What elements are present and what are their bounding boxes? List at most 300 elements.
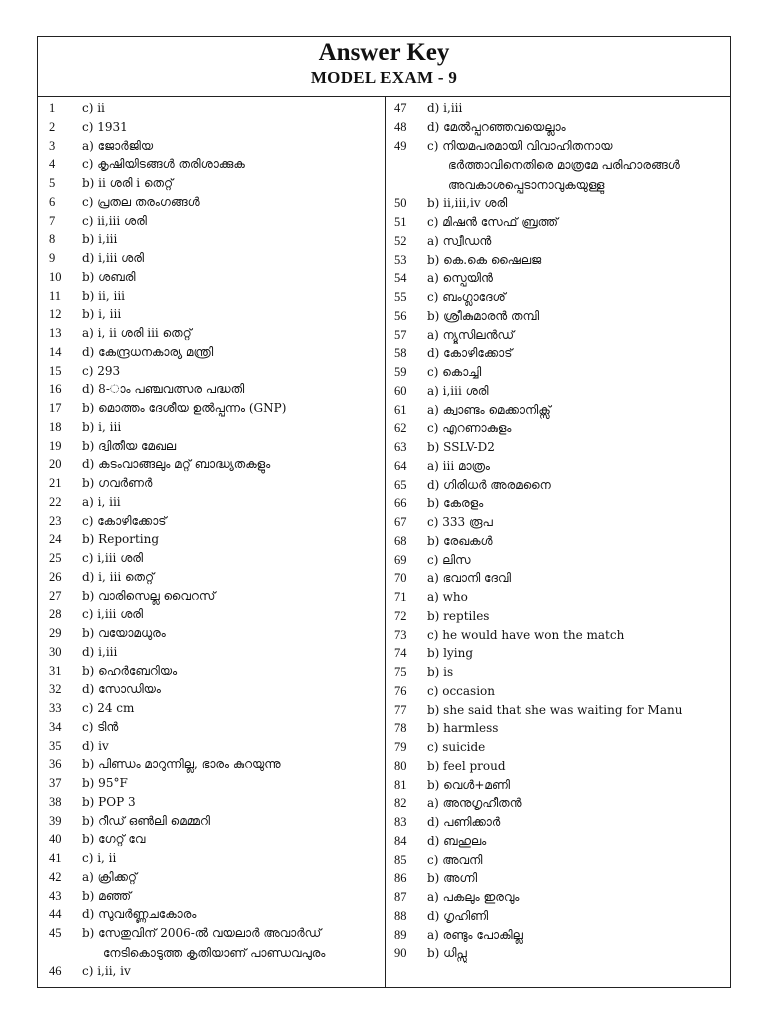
answer-row (38, 643, 385, 662)
answer-row (38, 174, 385, 193)
answer-line: നേടികൊടുത്ത കൃതിയാണ് പാണ്ഡവപുരം (103, 945, 326, 960)
answer-row (387, 944, 730, 963)
answer-text (82, 474, 385, 493)
answer-line: c) he would have won the match (427, 627, 625, 642)
answer-column-right (387, 99, 730, 963)
answer-row (387, 99, 730, 118)
question-number: 86 (394, 871, 407, 886)
answer-line: c) 24 cm (82, 701, 135, 715)
answer-row (38, 587, 385, 606)
question-number: 1 (49, 101, 56, 115)
answer-text (427, 457, 730, 476)
answer-row (387, 326, 730, 345)
question-number: 22 (49, 494, 62, 509)
answer-line: b) രേഖകൾ (427, 533, 493, 548)
question-number: 72 (394, 608, 407, 623)
answer-row (387, 401, 730, 420)
answer-line: b) ഗേറ്റ് വേ (82, 832, 146, 847)
answer-line: c) occasion (427, 683, 495, 698)
answer-row (387, 776, 730, 795)
answer-row (387, 738, 730, 757)
answer-text (82, 305, 385, 324)
question-number: 8 (49, 232, 56, 247)
answer-row (38, 249, 385, 268)
answer-text (82, 962, 385, 981)
answer-text (427, 907, 730, 926)
answer-text (82, 737, 385, 756)
answer-text (82, 380, 385, 399)
answer-line: b) harmless (427, 721, 499, 736)
question-number: 54 (394, 271, 407, 286)
answer-row (387, 569, 730, 588)
answer-row (38, 343, 385, 362)
answer-text (427, 326, 730, 345)
answer-row (38, 212, 385, 231)
question-number: 34 (49, 719, 62, 734)
answer-text (427, 269, 730, 288)
answer-line: c) കൊച്ചി (427, 365, 482, 379)
answer-text (427, 288, 730, 307)
question-number: 85 (394, 852, 407, 867)
question-number: 84 (394, 833, 407, 848)
answer-line: a) ക്വാണ്ടം മെക്കാനിക്സ് (427, 402, 551, 417)
answer-line: b) സേതുവിന് 2006-ൽ വയലാർ അവാർഡ് (82, 926, 322, 940)
answer-text (427, 137, 730, 195)
answer-row (38, 699, 385, 718)
answer-text (427, 869, 730, 888)
answer-line: c) ii (82, 101, 105, 115)
question-number: 52 (394, 233, 407, 248)
answer-row (387, 494, 730, 513)
answer-text (427, 588, 730, 607)
answer-line: d) i,iii (427, 101, 463, 115)
answer-line: അവകാശപ്പെടാനാവുകയുള്ളു (448, 177, 605, 192)
answer-line: ഭർത്താവിനെതിരെ മാത്രമേ പരിഹാരങ്ങൾ (448, 158, 680, 172)
question-number: 63 (394, 440, 407, 454)
answer-text (427, 401, 730, 420)
answer-text (82, 924, 385, 962)
question-number: 24 (49, 532, 62, 547)
answer-row (387, 363, 730, 382)
question-number: 11 (49, 288, 62, 303)
question-number: 55 (394, 290, 407, 304)
answer-row (38, 737, 385, 756)
answer-text (82, 868, 385, 887)
answer-row (387, 682, 730, 701)
answer-line: c) ബംഗ്ലാദേശ് (427, 290, 506, 304)
question-number: 68 (394, 533, 407, 548)
answer-line: d) കടംവാങ്ങലും മറ്റ് ബാദ്ധ്യതകളും (82, 457, 271, 472)
question-number: 70 (394, 571, 407, 586)
question-number: 49 (394, 138, 407, 153)
question-number: 35 (49, 738, 62, 753)
answer-line: c) അവനി (427, 852, 483, 867)
answer-row (38, 305, 385, 324)
answer-line: c) ടിൻ (82, 719, 119, 734)
question-number: 38 (49, 794, 62, 809)
answer-line: a) i, ii ശരി iii തെറ്റ് (82, 326, 192, 340)
answer-line: b) SSLV-D2 (427, 440, 495, 454)
answer-row (38, 455, 385, 474)
answer-row (38, 324, 385, 343)
answer-line: d) പണിക്കാർ (427, 815, 501, 829)
question-number: 10 (49, 269, 62, 284)
answer-text (427, 476, 730, 495)
answer-line: c) കോഴിക്കോട് (82, 513, 167, 528)
answer-text (427, 644, 730, 663)
question-number: 27 (49, 588, 62, 603)
column-divider (385, 97, 386, 987)
answer-text (82, 324, 385, 343)
answer-line: a) പകലും ഇരവും (427, 890, 520, 904)
question-number: 77 (394, 702, 407, 717)
answer-line: c) 293 (82, 363, 121, 378)
answer-row (387, 137, 730, 195)
question-number: 16 (49, 382, 62, 397)
answer-line: a) ന്യൂസിലൻഡ് (427, 327, 515, 342)
question-number: 81 (394, 777, 407, 792)
answer-line: b) is (427, 665, 454, 679)
answer-row (387, 476, 730, 495)
answer-line: a) രണ്ടും പോകില്ല (427, 927, 523, 942)
answer-line: b) വയോമധുരം (82, 626, 166, 640)
answer-row (38, 849, 385, 868)
question-number: 14 (49, 344, 62, 359)
question-number: 31 (49, 663, 62, 678)
answer-line: a) iii മാത്രം (427, 458, 490, 473)
answer-text (82, 905, 385, 924)
answer-text (427, 251, 730, 270)
answer-line: b) ശ്രീകുമാരൻ തമ്പി (427, 308, 540, 323)
answer-row (387, 832, 730, 851)
answer-row (38, 399, 385, 418)
answer-row (387, 644, 730, 663)
question-number: 17 (49, 401, 62, 415)
answer-text (82, 624, 385, 643)
question-number: 76 (394, 683, 407, 698)
question-number: 88 (394, 908, 407, 923)
answer-line: a) ഭവാനി ദേവി (427, 571, 512, 586)
answer-row (38, 418, 385, 437)
question-number: 56 (394, 308, 407, 323)
question-number: 61 (394, 402, 407, 417)
question-number: 62 (394, 421, 407, 436)
answer-row (387, 307, 730, 326)
answer-text (82, 212, 385, 231)
question-number: 66 (394, 496, 407, 511)
answer-line: b) 95°F (82, 776, 128, 790)
answer-row (387, 438, 730, 457)
answer-line: d) മേൽപ്പറഞ്ഞവയെല്ലാം (427, 119, 566, 134)
question-number: 82 (394, 796, 407, 811)
answer-line: c) ii,iii ശരി (82, 213, 147, 228)
answer-text (82, 118, 385, 137)
question-number: 71 (394, 590, 407, 604)
answer-row (387, 907, 730, 926)
answer-line: b) i, iii (82, 307, 122, 322)
answer-line: b) മഞ്ഞ് (82, 888, 132, 903)
question-number: 59 (394, 365, 407, 379)
question-number: 47 (394, 101, 407, 115)
answer-row (387, 813, 730, 832)
answer-row (38, 193, 385, 212)
answer-row (387, 551, 730, 570)
answer-text (427, 851, 730, 870)
question-number: 65 (394, 477, 407, 492)
answer-line: c) എറണാകുളം (427, 421, 512, 436)
page-subtitle: MODEL EXAM - 9 (310, 68, 458, 87)
answer-column-left (38, 99, 385, 981)
answer-text (82, 774, 385, 793)
answer-row (387, 532, 730, 551)
answer-row (387, 382, 730, 401)
answer-row (387, 288, 730, 307)
answer-text (82, 887, 385, 906)
answer-text (82, 643, 385, 662)
answer-line: b) വാരിസെല്ല വൈറസ് (82, 588, 216, 603)
answer-line: b) ii, iii (82, 288, 125, 303)
answer-text (82, 849, 385, 868)
question-number: 57 (394, 327, 407, 342)
answer-line: d) ഗൃഹിണി (427, 908, 489, 923)
answer-line: b) ii ശരി i തെറ്റ് (82, 176, 174, 190)
question-number: 69 (394, 552, 407, 567)
answer-row (38, 962, 385, 981)
question-number: 48 (394, 119, 407, 134)
answer-line: b) ii,iii,iv ശരി (427, 196, 508, 211)
answer-text (427, 944, 730, 963)
answer-row (387, 588, 730, 607)
answer-row (38, 812, 385, 831)
question-number: 75 (394, 665, 407, 679)
answer-text (82, 230, 385, 249)
answer-line: a) i,iii ശരി (427, 383, 489, 398)
answer-row (38, 230, 385, 249)
answer-line: b) i,iii (82, 232, 118, 247)
question-number: 39 (49, 813, 62, 828)
answer-text (82, 587, 385, 606)
answer-row (387, 513, 730, 532)
question-number: 45 (49, 926, 62, 940)
question-number: 25 (49, 551, 62, 565)
answer-text (82, 699, 385, 718)
answer-text (427, 363, 730, 382)
answer-row (387, 663, 730, 682)
question-number: 60 (394, 383, 407, 398)
answer-text (427, 194, 730, 213)
answer-row (387, 701, 730, 720)
answer-text (82, 343, 385, 362)
answer-line: b) Reporting (82, 532, 160, 547)
answer-text (427, 682, 730, 701)
question-number: 79 (394, 740, 407, 754)
answer-row (38, 755, 385, 774)
page-title: Answer Key (318, 39, 450, 66)
question-number: 19 (49, 438, 62, 453)
answer-line: d) സോഡിയം (82, 682, 161, 697)
answer-text (82, 812, 385, 831)
question-number: 5 (49, 176, 56, 190)
answer-text (82, 530, 385, 549)
question-number: 6 (49, 194, 56, 209)
answer-row (387, 194, 730, 213)
answer-line: c) നിയമപരമായി വിവാഹിതനായ (427, 138, 613, 153)
answer-line: b) POP 3 (82, 794, 136, 809)
answer-line: d) കേന്ദ്രധനകാര്യ മന്ത്രി (82, 344, 214, 359)
question-number: 50 (394, 196, 407, 211)
question-number: 43 (49, 888, 62, 903)
answer-row (38, 474, 385, 493)
answer-text (427, 551, 730, 570)
answer-text (82, 718, 385, 737)
answer-line: d) i,iii ശരി (82, 251, 144, 265)
answer-row (38, 924, 385, 962)
answer-text (82, 399, 385, 418)
answer-line: b) ദ്വിതീയ മേഖല (82, 438, 177, 453)
question-number: 40 (49, 832, 62, 847)
answer-line: a) അനുഗൃഹീതൻ (427, 796, 522, 811)
question-number: 44 (49, 907, 62, 922)
answer-text (427, 118, 730, 137)
answer-text (82, 193, 385, 212)
answer-row (38, 905, 385, 924)
answer-line: c) ലിസ (427, 552, 471, 567)
question-number: 58 (394, 346, 407, 361)
answer-line: c) പ്രതല തരംഗങ്ങൾ (82, 194, 200, 209)
answer-text (427, 607, 730, 626)
answer-line: c) i,iii ശരി (82, 551, 144, 565)
answer-line: b) കേരളം (427, 496, 484, 511)
answer-text (82, 680, 385, 699)
answer-text (82, 437, 385, 456)
answer-row (38, 512, 385, 531)
answer-row (387, 269, 730, 288)
answer-text (427, 438, 730, 457)
answer-row (387, 869, 730, 888)
answer-text (427, 532, 730, 551)
question-number: 26 (49, 569, 62, 584)
answer-row (38, 380, 385, 399)
answer-text (82, 605, 385, 624)
question-number: 89 (394, 927, 407, 942)
question-number: 7 (49, 213, 56, 228)
answer-line: c) കൃഷിയിടങ്ങൾ തരിശാക്കുക (82, 157, 245, 172)
answer-line: d) i,iii (82, 644, 118, 659)
answer-row (387, 926, 730, 945)
answer-text (427, 776, 730, 795)
answer-text (427, 926, 730, 945)
answer-line: b) അഗ്നി (427, 871, 478, 886)
answer-text (427, 626, 730, 645)
answer-line: c) i, ii (82, 851, 117, 865)
answer-row (38, 362, 385, 381)
answer-text (82, 418, 385, 437)
answer-text (82, 662, 385, 681)
question-number: 73 (394, 627, 407, 642)
question-number: 21 (49, 476, 62, 490)
answer-text (82, 512, 385, 531)
answer-row (387, 344, 730, 363)
answer-text (427, 307, 730, 326)
answer-line: b) she said that she was waiting for Manu (427, 702, 683, 717)
answer-row (38, 718, 385, 737)
question-number: 36 (49, 757, 62, 772)
answer-row (387, 626, 730, 645)
answer-line: a) who (427, 590, 468, 604)
answer-text (427, 569, 730, 588)
answer-line: b) ശബരി (82, 269, 136, 284)
question-number: 20 (49, 457, 62, 472)
answer-line: d) ബഹുലം (427, 833, 487, 848)
answer-text (82, 568, 385, 587)
answer-row (38, 155, 385, 174)
answer-line: c) i,ii, iv (82, 964, 131, 979)
answer-line: b) മൊത്തം ദേശീയ ഉൽപ്പന്നം (GNP) (82, 401, 287, 415)
question-number: 90 (394, 946, 407, 961)
answer-text (82, 830, 385, 849)
answer-row (387, 232, 730, 251)
answer-line: d) ഗിരിധർ അരമനൈ (427, 477, 551, 492)
answer-row (387, 607, 730, 626)
answer-row (38, 287, 385, 306)
answer-text (427, 663, 730, 682)
answer-line: d) സുവർണ്ണചകോരം (82, 907, 197, 922)
answer-line: a) ക്രിക്കറ്റ് (82, 869, 137, 884)
answer-text (82, 99, 385, 118)
answer-key-sheet (37, 36, 731, 988)
answer-line: b) വെൾ+മണി (427, 777, 510, 792)
answer-row (38, 793, 385, 812)
answer-row (387, 213, 730, 232)
answer-line: d) 8-ാം പഞ്ചവത്സര പദ്ധതി (82, 382, 245, 397)
answer-row (38, 99, 385, 118)
question-number: 4 (49, 157, 56, 172)
answer-line: b) feel proud (427, 758, 506, 773)
answer-line: b) കെ.കെ ഷൈലജ (427, 252, 542, 267)
answer-text (427, 419, 730, 438)
answer-row (387, 888, 730, 907)
question-number: 13 (49, 326, 62, 340)
answer-row (38, 493, 385, 512)
answer-text (427, 719, 730, 738)
answer-line: d) കോഴിക്കോട് (427, 346, 513, 361)
question-number: 87 (394, 890, 407, 904)
answer-row (387, 251, 730, 270)
answer-text (427, 513, 730, 532)
answer-line: a) സ്വീഡൻ (427, 233, 492, 248)
question-number: 78 (394, 721, 407, 736)
question-number: 15 (49, 363, 62, 378)
answer-text (427, 813, 730, 832)
answer-text (82, 174, 385, 193)
answer-row (38, 605, 385, 624)
question-number: 74 (394, 646, 407, 661)
question-number: 9 (49, 251, 56, 265)
answer-row (387, 719, 730, 738)
question-number: 29 (49, 626, 62, 640)
answer-line: b) ഗവർണർ (82, 476, 153, 490)
answer-text (82, 137, 385, 156)
question-number: 28 (49, 607, 62, 622)
answer-line: c) i,iii ശരി (82, 607, 144, 622)
question-number: 30 (49, 644, 62, 659)
question-number: 41 (49, 851, 62, 865)
question-number: 3 (49, 138, 56, 153)
answer-text (427, 232, 730, 251)
answer-text (82, 455, 385, 474)
answer-line: c) suicide (427, 740, 486, 754)
question-number: 23 (49, 513, 62, 528)
